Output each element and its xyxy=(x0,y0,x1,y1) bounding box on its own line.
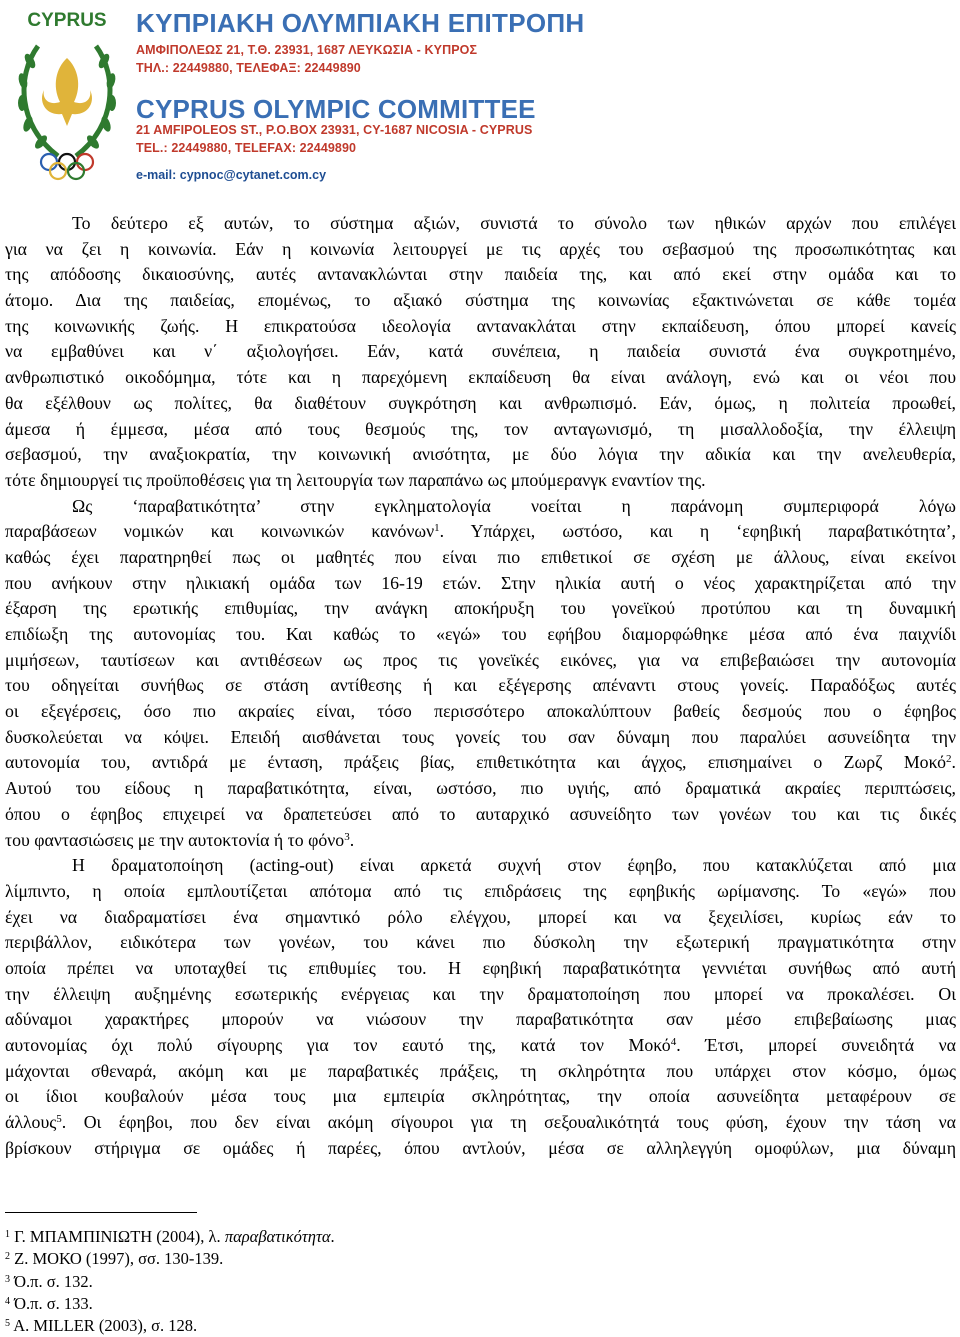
logo-word-cyprus: CYPRUS xyxy=(27,10,107,31)
footnote: $^3$ Ό.π. σ. 132. xyxy=(5,1271,93,1291)
text-line: θα εξέλθουν ως πολίτες, θα διαθέτουν συγκρότηση και ανθρωπισμό. Εάν, όμως, η πολιτεία προωθεί, xyxy=(5,392,956,413)
text-line: αυτονομία του, αντιδρά με ένταση, πράξεις βίας, επιθετικότητα και άγχος, επισημαίνει ο Ζωρζ Μοκό$^2$. xyxy=(5,752,956,773)
text-line: σεβασμού, την αναξιοκρατία, την κοινωνική ανισότητα, με δύο λόγια την αδικία και την ανελευθερία, xyxy=(5,444,956,465)
text-line: έχει να διαδραματίσει ένα σημαντικό ρόλο ελέγχου, μπορεί και να ξεχειλίσει, κυρίως εάν το xyxy=(5,906,956,927)
cyprus-olympic-logo xyxy=(8,6,126,184)
text-line: άλλους$^5$. Οι έφηβοι, που δεν είναι ακόμη σίγουροι για τη σεξουαλικότητά τους φύση, έχουν την τάση να xyxy=(5,1112,956,1133)
document-body xyxy=(5,211,956,1161)
text-line: άμεσα ή έμμεσα, μέσα από τους θεσμούς της, τον ανταγωνισμό, τη μισαλλοδοξία, την έλλειψη xyxy=(5,418,956,439)
footnote: $^1$ Γ. ΜΠΑΜΠΙΝΙΩΤΗ (2004), λ. παραβατικότητα. xyxy=(5,1227,335,1246)
text-line: μιμήσεων, ταυτίσεων και αντιθέσεων ως προς τις γονεϊκές εικόνες, για να επιβεβαιώσει την αυτονομία xyxy=(5,649,956,670)
text-line: Αυτού του είδους η παραβατικότητα, είναι, ωστόσο, πιο υγιής, από δραματικά ακραίες περιπτώσεις, xyxy=(5,778,956,799)
text-line: βρίσκουν στήριγμα σε ομάδες ή παρέες, όπου αντλούν, μέσα σε αλληλεγγύη ομοφύλων, μια δύναμη xyxy=(5,1137,956,1158)
text-line: επιδίωξη της αυτονομίας του. Και καθώς το «εγώ» του εφήβου διαμορφώθηκε μέσα από ένα παιχνίδι xyxy=(5,624,956,644)
text-line: οποία πρέπει να υποταχθεί τις επιθυμίες του. Η εφηβική παραβατικότητα γεννιέται συνήθως από αυτή xyxy=(5,957,956,978)
text-line: της απόδοσης δικαιοσύνης, αυτές αντανακλώνται στην παιδεία της, και από εκεί στην ομάδα και το xyxy=(5,264,956,285)
footnote-ref: 3 xyxy=(344,830,350,843)
footnote-separator xyxy=(5,1212,197,1213)
footnote: $^4$ Ό.π. σ. 133. xyxy=(5,1293,93,1313)
text-line: Η δραματοποίηση (acting-out) είναι αρκετά συχνή στον έφηβο, που κατακλύζεται από μια xyxy=(72,855,956,876)
text-line: που ανήκουν στην ηλικιακή ομάδα των 16-19 ετών. Στην ηλικία αυτή ο νέος χαρακτηρίζεται από την xyxy=(5,572,956,593)
text-line: αδύναμοι χαρακτήρες μπορούν να νιώσουν την παραβατικότητα σαν μέσο επιβεβαίωσης μιας xyxy=(5,1009,956,1030)
text-line: Ως ‘παραβατικότητα’ στην εγκληματολογία νοείται η παράνομη συμπεριφορά λόγω xyxy=(72,495,956,516)
text-line: ανθρωπιστικό οικοδόμημα, τότε και η παρεχόμενη εκπαίδευση θα είναι ανάλογη, ενώ και οι νέοι που xyxy=(5,367,956,388)
english-committee-name: CYPRUS OLYMPIC COMMITTEE xyxy=(136,94,536,124)
footnote-ref: 2 xyxy=(946,753,952,766)
text-line: καθώς έχει παρατηρηθεί πως οι μαθητές που είναι πιο επιθετικοί σε σχέση με άλλους, είναι εκείνοι xyxy=(5,546,956,567)
footnote: $^5$ Α. MILLER (2003), σ. 128. xyxy=(5,1316,198,1336)
text-line: παραβάσεων νομικών και κοινωνικών κανόνων$^1$. Υπάρχει, ωστόσο, και η ‘εφηβική παραβατικότητα’, xyxy=(5,521,956,542)
text-line: του φαντασιώσεις με την αυτοκτονία ή το φόνο$^3$. xyxy=(5,829,355,850)
text-line: όπου ο έφηβος επιχειρεί να δραπετεύσει από το αυταρχικό ασυνείδητο των γονέων του και τις δικές xyxy=(5,803,956,824)
footnote-ref: 5 xyxy=(56,1113,62,1126)
text-line: την έλλειψη αυξημένης εσωτερικής ενέργειας και την δραματοποίηση που μπορεί να προκαλέσει. Οι xyxy=(5,983,956,1004)
greek-address: ΑΜΦΙΠΟΛΕΩΣ 21, Τ.Θ. 23931, 1687 ΛΕΥΚΩΣΙΑ - ΚΥΠΡΟΣ xyxy=(136,43,478,57)
text-line: αυτονομίας όχι πολύ σίγουρης για τον εαυτό της, κατά τον Μοκό$^4$. Έτσι, μπορεί συνειδητά να xyxy=(5,1035,956,1055)
letterhead xyxy=(8,2,585,192)
text-line: περιβάλλον, ειδικότερα των γονέων, του κάνει πιο δύσκολη την εξωτερική πραγματικότητα στην xyxy=(5,932,956,953)
text-line: δυσκολεύεται να κόψει. Επειδή αισθάνεται τους γονείς του σαν δύναμη που παραλύει ασυνείδητα την xyxy=(5,726,956,747)
english-phone: TEL.: 22449880, TELEFAX: 22449890 xyxy=(136,141,357,155)
text-line: άτομο. Δια της παιδείας, επομένως, το αξιακό σύστημα της κοινωνίας εξακτινώνεται σε κάθε τομέα xyxy=(5,290,956,311)
greek-committee-name: ΚΥΠΡΙΑΚΗ ΟΛΥΜΠΙΑΚΗ ΕΠΙΤΡΟΠΗ xyxy=(136,8,585,38)
text-line: έξαρση της ερωτικής επιθυμίας, την ανάγκη αποκήρυξη του γονεϊκού προτύπου και τη δυναμική xyxy=(5,598,956,619)
footnotes xyxy=(5,1226,335,1337)
text-line: του οδηγείται συνήθως σε στάση αντίθεσης ή και εξέγερσης απέναντι στους γονείς. Παραδόξως αυτές xyxy=(5,675,956,696)
email-address: e-mail: cypnoc@cytanet.com.cy xyxy=(136,168,327,182)
text-line: μάχονται σθεναρά, ακόμη και με παραβατικές πράξεις, τη σκληρότητα που υπάρχει στον κόσμο, όμως xyxy=(5,1060,956,1081)
greek-phone: ΤΗΛ.: 22449880, ΤΕΛΕΦΑΞ: 22449890 xyxy=(136,61,361,75)
footnote-ref: 1 xyxy=(434,522,440,535)
text-line: Το δεύτερο εξ αυτών, το σύστημα αξιών, συνιστά το σύνολο των ηθικών αρχών που επιλέγει xyxy=(72,213,956,233)
text-line: για να ζει η κοινωνία. Εάν η κοινωνία λειτουργεί με τις αρχές του σεβασμού της προσωπικότητας και xyxy=(5,238,956,259)
text-line: οι ίδιοι κουβαλούν μέσα τους μια εμπειρία σκληρότητας, την οποία ασυνείδητα μεταφέρουν σε xyxy=(5,1086,956,1107)
footnote: $^2$ Ζ. ΜΟΚΟ (1997), σσ. 130-139. xyxy=(5,1249,224,1269)
english-address: 21 AMFIPOLEOS ST., P.O.BOX 23931, CY-1687 NICOSIA - CYPRUS xyxy=(136,123,533,137)
footnote-ref: 4 xyxy=(670,1036,677,1048)
text-line: λίμπιντο, η οποία εμπλουτίζεται απότομα από τις επιδράσεις της εφηβικής ωρίμανσης. Το «εγώ» που xyxy=(5,880,956,901)
text-line: οι εξεγέρσεις, όσο πιο ακραίες είναι, τόσο περισσότερο αποκαλύπτουν βαθείς δεσμούς που ο έφηβος xyxy=(5,701,956,722)
text-line: τότε δημιουργεί τις προϋποθέσεις για τη λειτουργία των παραπάνω ως μπούμερανγκ εναντίον της. xyxy=(5,469,706,490)
text-line: να εμβαθύνει και ν΄ αξιολογήσει. Εάν, κατά συνέπεια, η παιδεία συνιστά ένα συγκροτημένο, xyxy=(5,341,956,362)
text-line: της κοινωνικής ζωής. Η επικρατούσα ιδεολογία αντανακλάται στην εκπαίδευση, όπου μπορεί κανείς xyxy=(5,315,956,336)
